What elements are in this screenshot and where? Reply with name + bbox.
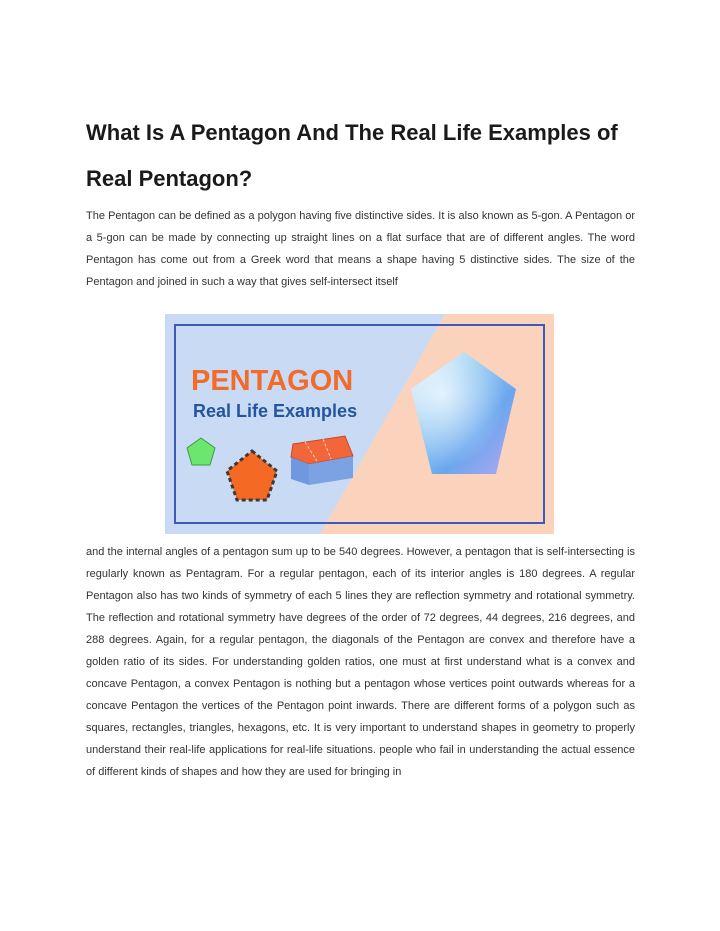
body-paragraph: and the internal angles of a pentagon sum up to be 540 degrees. However, a pentagon that is self-intersecting is regularly known as Pentagram. For a regular pentagon, each of its interior angles is 180 degrees. A regular Pentagon also has two kinds of symmetry of each 5 lines they are reflection symmetry and rotational symmetry. The reflection and rotational symmetry have degrees of the order of 72 degrees, 44 degrees, 216 degrees, and 288 degrees. Again, for a regular pentagon, the diagonals of the Pentagon are convex and therefore have a golden ratio of its sides. For understanding golden ratios, one must at first understand what is a convex and concave Pentagon, a convex Pentagon is nothing but a pentagon whose vertices point outwards whereas for a concave Pentagon the vertices of the Pentagon point inwards. There are different forms of a polygon such as squares, rectangles, triangles, hexagons, etc. It is very important to understand shapes in geometry to properly understand their real-life applications for real-life situations. people who fail in understanding the actual essence of different kinds of shapes and how they are used for bringing in xyxy=(86,546,635,778)
pentagon-house-icon xyxy=(291,436,353,485)
page-title: What Is A Pentagon And The Real Life Examples of Real Pentagon? xyxy=(86,120,618,191)
intro-paragraph: The Pentagon can be defined as a polygon having five distinctive sides. It is also known as 5-gon. A Pentagon or a 5-gon can be made by connecting up straight lines on a flat surface that are of different angles. The word Pentagon has come out from a Greek word that means a shape having 5 distinctive sides. The size of the Pentagon and joined in such a way that gives self-intersect itself xyxy=(86,210,635,288)
figure-heading: PENTAGON xyxy=(191,365,354,397)
pentagon-illustration xyxy=(165,314,554,534)
figure-subheading: Real Life Examples xyxy=(193,401,358,421)
